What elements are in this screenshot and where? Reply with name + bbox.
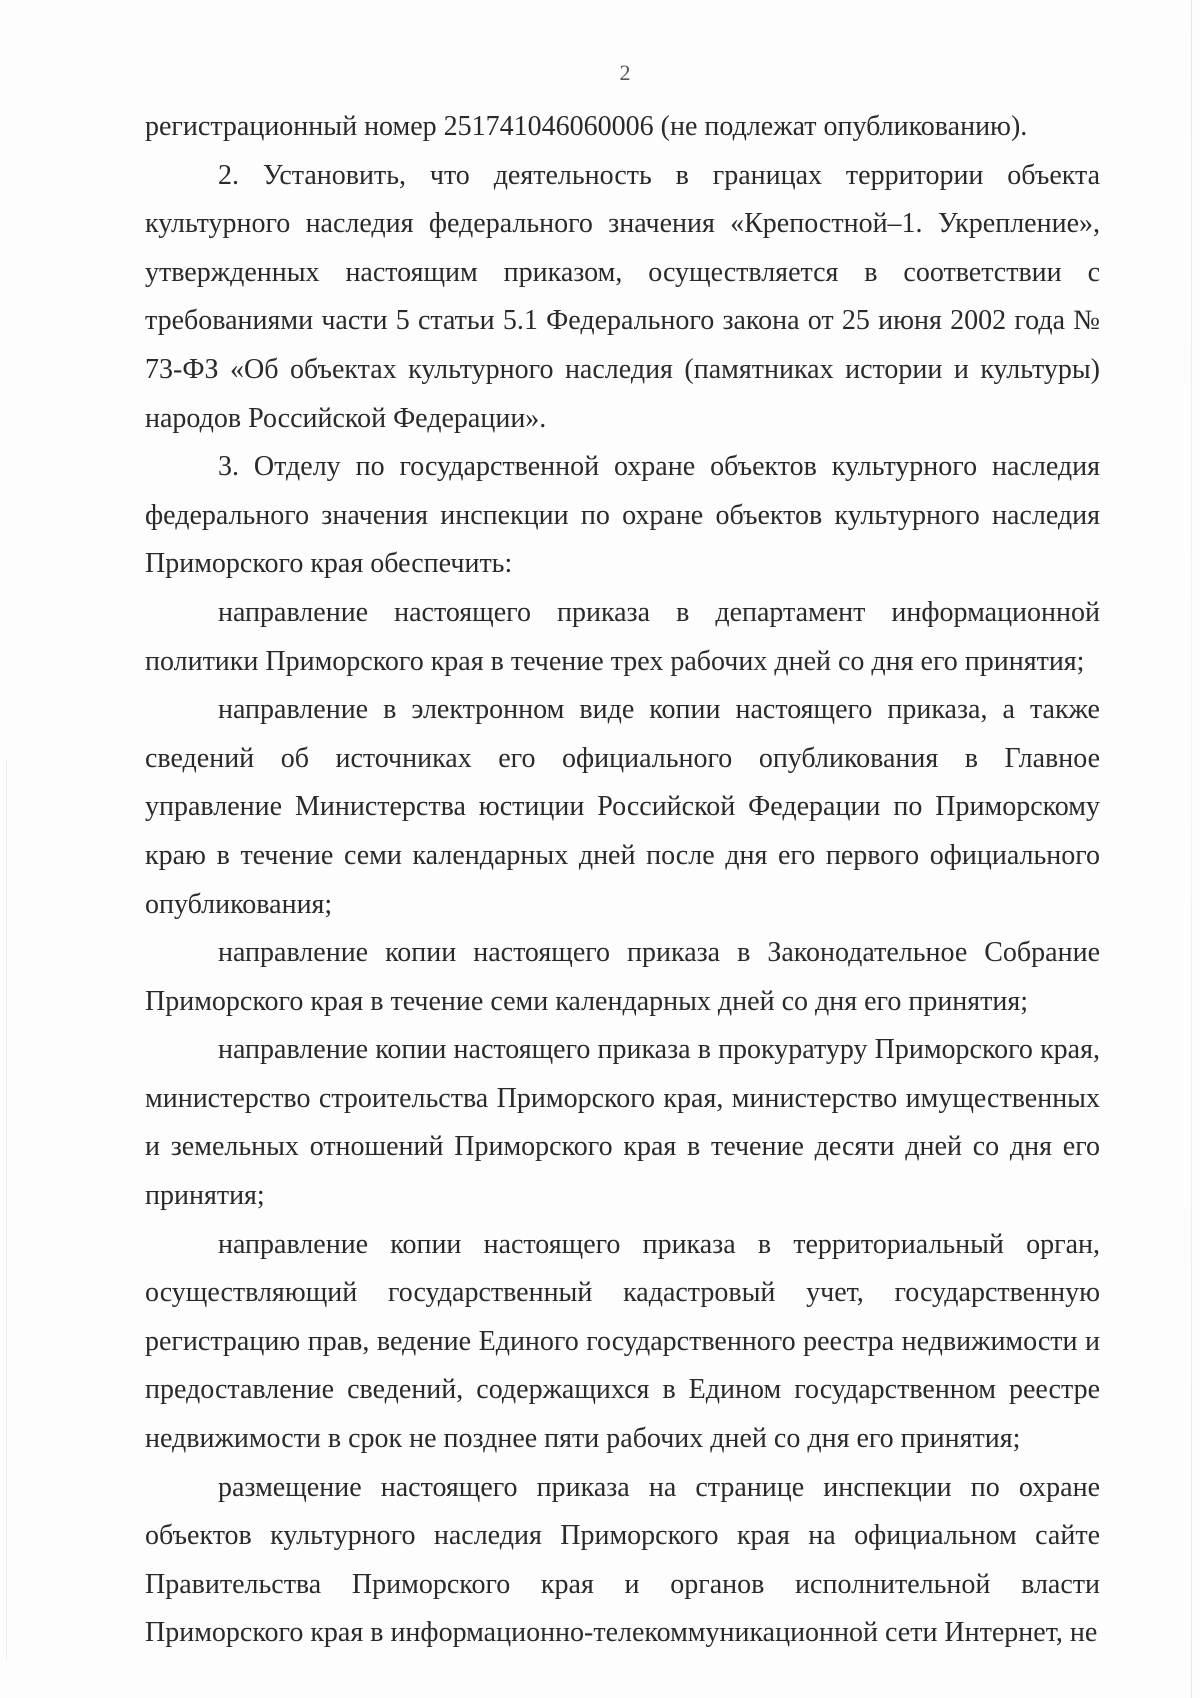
scan-edge-left xyxy=(6,760,7,1660)
page-number: 2 xyxy=(619,60,631,85)
paragraph-continuation: регистрационный номер 251741046060006 (не подлежат опубликованию). xyxy=(145,111,1028,142)
paragraph-subitem-website: размещение настоящего приказа на странице инспекции по охране объектов культурного наследия Приморского края на официальном сайте Правительства Приморского края и органов исполнительной власти Приморского края в информационно-телекоммуникационной сети Интернет, не xyxy=(145,1471,1100,1649)
scan-edge-right xyxy=(1191,0,1192,1698)
paragraph-item-2: 2. Установить, что деятельность в границах территории объекта культурного наследия федерального значения «Крепостной–1. Укрепление», утвержденных настоящим приказом, осуществляется в соответствии с требованиями части 5 статьи 5.1 Федерального закона от 25 июня 2002 года № 73-ФЗ «Об объектах культурного наследия (памятниках истории и культуры) народов Российской Федерации». xyxy=(145,159,1100,434)
paragraph-subitem-ministry-justice: направление в электронном виде копии настоящего приказа, а также сведений об источниках его официального опубликования в Главное управление Министерства юстиции Российской Федерации по Приморскому краю в течение семи календарных дней после дня его первого официального опубликования; xyxy=(145,694,1100,920)
paragraph-subitem-cadastral: направление копии настоящего приказа в территориальный орган, осуществляющий государственный кадастровый учет, государственную регистрацию прав, ведение Единого государственного реестра недвижимости и предоставление сведений, содержащихся в Едином государственном реестре недвижимости в срок не позднее пяти рабочих дней со дня его принятия; xyxy=(145,1228,1100,1455)
paragraph-subitem-prosecutor: направление копии настоящего приказа в прокуратуру Приморского края, министерство строительства Приморского края, министерство имущественных и земельных отношений Приморского края в течение десяти дней со дня его принятия; xyxy=(145,1034,1100,1212)
document-body xyxy=(145,103,1100,1658)
paragraph-item-3: 3. Отделу по государственной охране объектов культурного наследия федерального значения инспекции по охране объектов культурного наследия Приморского края обеспечить: xyxy=(145,451,1100,580)
paragraph-subitem-legislative-assembly: направление копии настоящего приказа в Законодательное Собрание Приморского края в течение семи календарных дней со дня его принятия; xyxy=(145,937,1100,1017)
paragraph-subitem-info-policy: направление настоящего приказа в департамент информационной политики Приморского края в течение трех рабочих дней со дня его принятия; xyxy=(145,596,1100,677)
